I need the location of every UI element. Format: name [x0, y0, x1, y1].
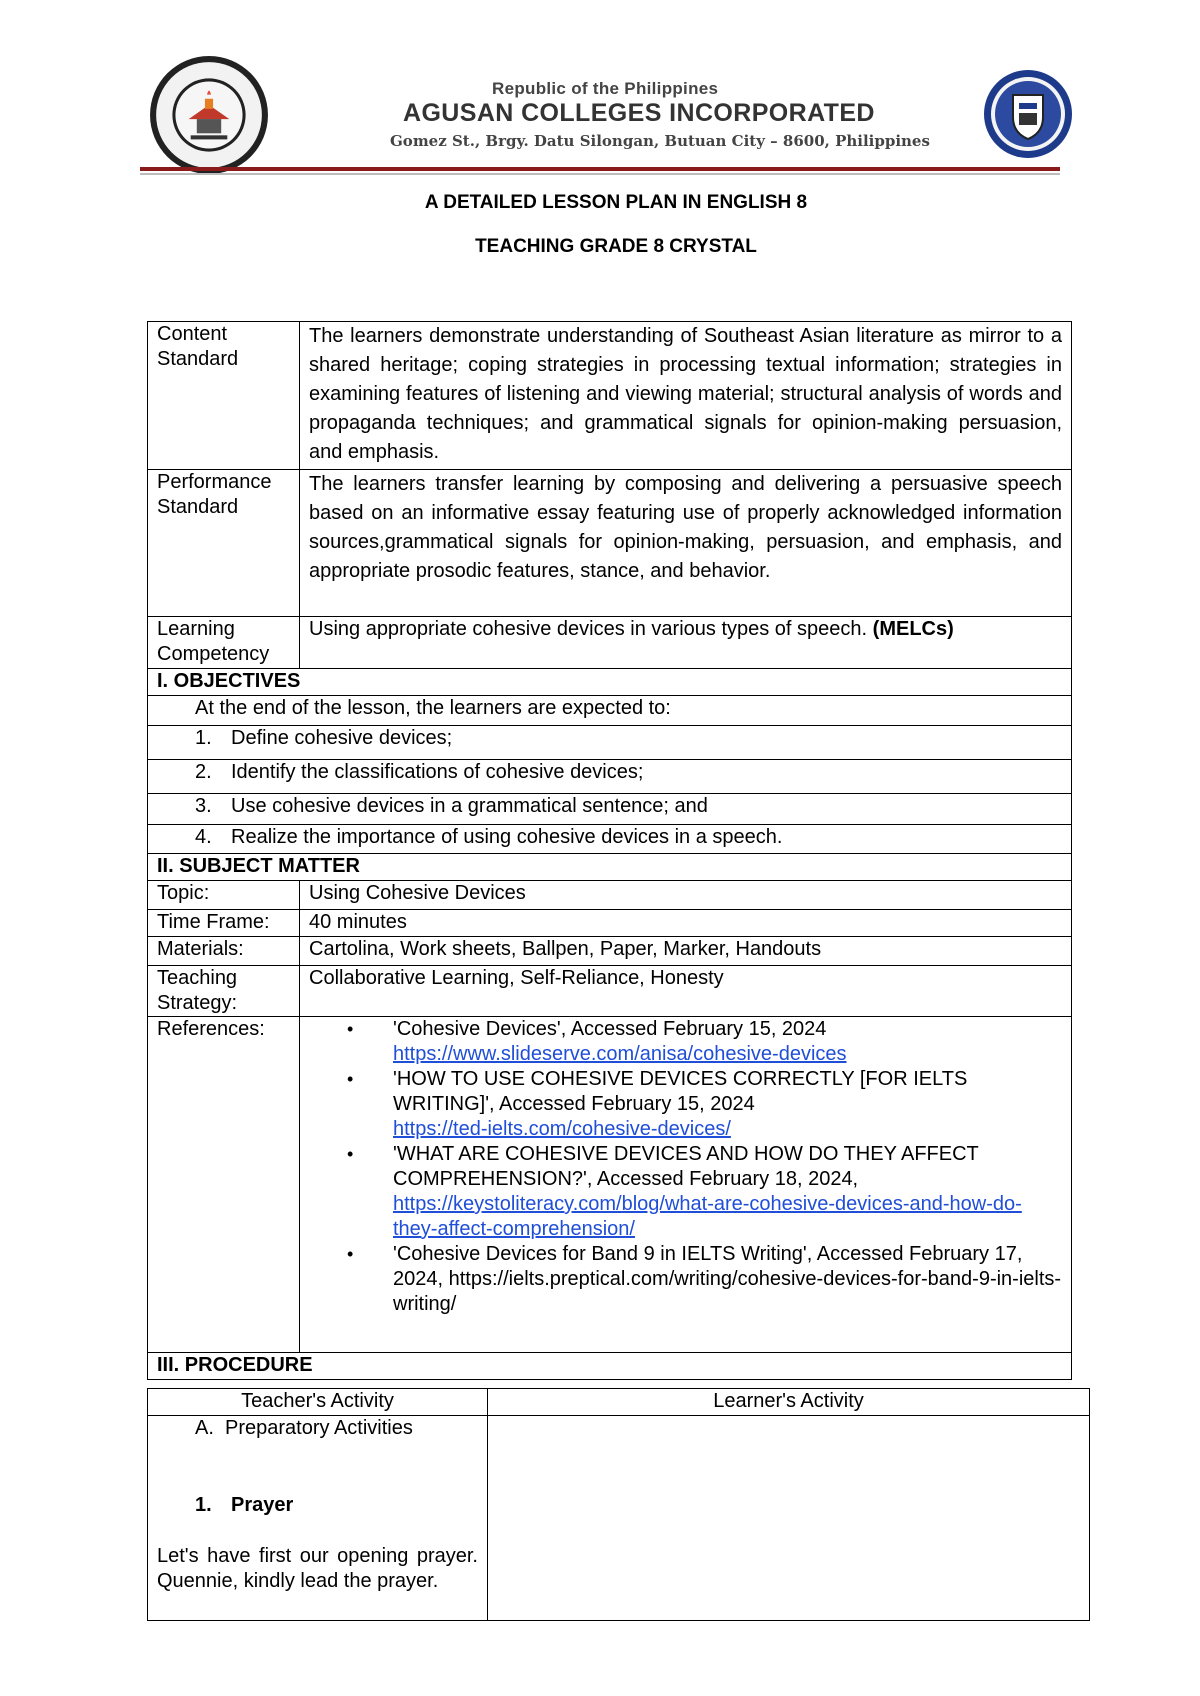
objective-number: 1.: [195, 727, 212, 749]
preparatory-activities-label: A. Preparatory Activities: [195, 1417, 413, 1439]
learning-competency-text: Using appropriate cohesive devices in various types of speech.: [309, 618, 868, 640]
reference-text: 'Cohesive Devices', Accessed February 15, 2024: [393, 1018, 827, 1040]
references-list: [309, 1017, 1062, 1317]
performance-standard-label: Performance Standard: [148, 470, 300, 617]
objective-text: Use cohesive devices in a grammatical sentence; and: [231, 795, 708, 817]
subject-matter-heading-row: [148, 854, 1072, 881]
objective-item: [148, 825, 1072, 854]
teaching-strategy-value: Collaborative Learning, Self-Reliance, Honesty: [300, 966, 1072, 1017]
reference-text: 'HOW TO USE COHESIVE DEVICES CORRECTLY [FOR IELTS WRITING]', Accessed February 15, 2024: [393, 1068, 968, 1115]
time-frame-row: [148, 910, 1072, 937]
reference-link[interactable]: https://www.slideserve.com/anisa/cohesive-devices: [393, 1043, 847, 1065]
header-rule-shadow: [140, 173, 1060, 175]
document-subtitle: TEACHING GRADE 8 CRYSTAL: [475, 236, 757, 257]
department-seal-logo: [983, 69, 1073, 159]
reference-item: [393, 1017, 1062, 1067]
learning-competency-cell: [300, 617, 1072, 669]
objective-text: Identify the classifications of cohesive devices;: [231, 761, 644, 783]
performance-standard-text: The learners transfer learning by composing and delivering a persuasive speech based on an informative essay featuring use of properly acknowledged information sources,grammatical signals for opinion-making, persuasion, and emphasis, and appropriate prosodic features, stance, and behavior.: [300, 470, 1072, 617]
objectives-heading-row: [148, 669, 1072, 696]
objective-item: [148, 760, 1072, 794]
procedure-table: [147, 1388, 1090, 1621]
references-label: References:: [148, 1017, 300, 1353]
objective-item: [148, 726, 1072, 760]
topic-value: Using Cohesive Devices: [300, 881, 1072, 910]
materials-row: [148, 937, 1072, 966]
header-rule: [140, 167, 1060, 171]
reference-item: [393, 1242, 1062, 1317]
college-seal-logo: [148, 54, 270, 176]
objective-number: 3.: [195, 795, 212, 817]
lesson-plan-table: [147, 321, 1072, 1380]
teaching-strategy-label: Teaching Strategy:: [148, 966, 300, 1017]
melcs-tag: (MELCs): [872, 618, 954, 640]
reference-link[interactable]: https://keystoliteracy.com/blog/what-are-cohesive-devices-and-how-do-they-affect-comprehension/: [393, 1193, 1022, 1240]
content-standard-text: The learners demonstrate understanding of Southeast Asian literature as mirror to a shared heritage; coping strategies in processing textual information; strategies in examining features of listening and viewing material; structural analysis of words and propaganda techniques; and grammatical signals for opinion-making persuasion, and emphasis.: [300, 322, 1072, 470]
objective-text: Realize the importance of using cohesive devices in a speech.: [231, 826, 783, 848]
reference-item: [393, 1067, 1062, 1142]
references-row: [148, 1017, 1072, 1353]
procedure-body-row: [148, 1416, 1090, 1621]
header-address: Gomez St., Brgy. Datu Silongan, Butuan City – 8600, Philippines: [390, 132, 930, 150]
objective-row: [148, 726, 1072, 760]
topic-row: [148, 881, 1072, 910]
objectives-intro-row: [148, 696, 1072, 726]
objective-row: [148, 825, 1072, 854]
objective-number: 2.: [195, 761, 212, 783]
content-standard-row: [148, 322, 1072, 470]
objective-item: [148, 794, 1072, 825]
performance-standard-row: [148, 470, 1072, 617]
document-title: A DETAILED LESSON PLAN IN ENGLISH 8: [424, 192, 808, 213]
objective-number: 4.: [195, 826, 212, 848]
subject-matter-heading: II. SUBJECT MATTER: [148, 854, 1072, 881]
content-standard-label: Content Standard: [148, 322, 300, 470]
learning-competency-row: [148, 617, 1072, 669]
materials-value: Cartolina, Work sheets, Ballpen, Paper, Marker, Handouts: [300, 937, 1072, 966]
topic-label: Topic:: [148, 881, 300, 910]
reference-text: 'Cohesive Devices for Band 9 in IELTS Writing', Accessed February 17, 2024, https://ielts.preptical.com/writing/cohesive-devices-for-band-9-in-ielts-writing/: [393, 1243, 1062, 1315]
references-cell: [300, 1017, 1072, 1353]
prayer-step-title: Prayer: [231, 1494, 294, 1516]
materials-label: Materials:: [148, 937, 300, 966]
teacher-activity-cell: [148, 1416, 488, 1621]
teacher-activity-header: Teacher's Activity: [148, 1389, 488, 1416]
prayer-step: [157, 1493, 478, 1518]
objectives-intro: At the end of the lesson, the learners are expected to:: [148, 696, 1072, 726]
header-institution: AGUSAN COLLEGES INCORPORATED: [403, 99, 875, 127]
time-frame-value: 40 minutes: [300, 910, 1072, 937]
reference-text: 'WHAT ARE COHESIVE DEVICES AND HOW DO THEY AFFECT COMPREHENSION?', Accessed February 18, 2024,: [393, 1143, 979, 1190]
objectives-heading: I. OBJECTIVES: [148, 669, 1072, 696]
objective-row: [148, 794, 1072, 825]
header-republic: Republic of the Philippines: [492, 79, 719, 98]
learning-competency-label: Learning Competency: [148, 617, 300, 669]
procedure-header-row: [148, 1389, 1090, 1416]
reference-item: [393, 1142, 1062, 1242]
learner-activity-header: Learner's Activity: [488, 1389, 1090, 1416]
reference-link[interactable]: https://ted-ielts.com/cohesive-devices/: [393, 1118, 731, 1140]
time-frame-label: Time Frame:: [148, 910, 300, 937]
learner-activity-cell: [488, 1416, 1090, 1621]
prayer-step-number: 1.: [195, 1494, 212, 1516]
objective-row: [148, 760, 1072, 794]
prayer-instruction: Let's have first our opening prayer. Quennie, kindly lead the prayer.: [157, 1545, 478, 1592]
objective-text: Define cohesive devices;: [231, 727, 453, 749]
teaching-strategy-row: [148, 966, 1072, 1017]
procedure-heading: III. PROCEDURE: [148, 1353, 1072, 1380]
procedure-heading-row: [148, 1353, 1072, 1380]
